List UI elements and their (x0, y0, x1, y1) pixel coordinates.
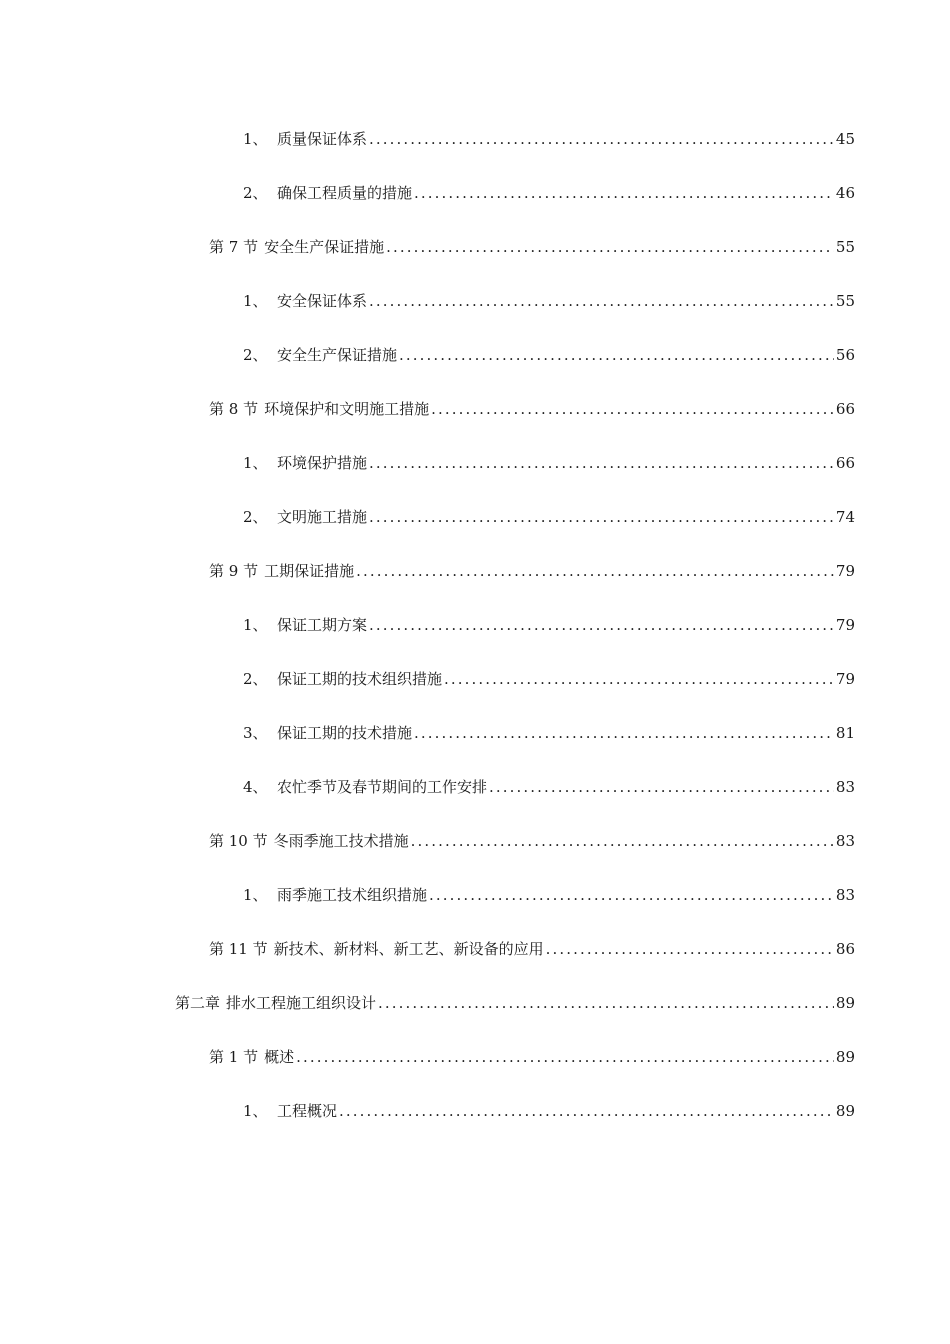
dot-leader (369, 613, 834, 637)
toc-entry-number: 第 1 节 (209, 1048, 259, 1066)
toc-entry-number: 第 7 节 (209, 238, 259, 256)
dot-leader (489, 775, 834, 799)
toc-entry[interactable] (243, 505, 855, 529)
toc-entry-page: 89 (835, 1102, 855, 1120)
dot-leader (296, 1045, 834, 1069)
toc-entry-number: 第二章 (175, 994, 221, 1012)
dot-leader (386, 235, 834, 259)
toc-entry-page: 66 (835, 454, 855, 472)
dot-leader (414, 721, 834, 745)
toc-entry[interactable] (243, 181, 855, 205)
dot-leader (444, 667, 834, 691)
toc-entry-number: 4、 (243, 778, 268, 796)
toc-entry-page: 66 (835, 400, 855, 418)
toc-entry-number: 2、 (243, 184, 268, 202)
toc-entry-number: 第 10 节 (209, 832, 268, 850)
toc-entry-page: 81 (835, 724, 855, 742)
toc-entry[interactable] (209, 397, 855, 421)
toc-entry[interactable] (243, 613, 855, 637)
toc-entry-number: 2、 (243, 508, 268, 526)
toc-entry-number: 第 11 节 (209, 940, 268, 958)
toc-entry-page: 83 (835, 832, 855, 850)
toc-entry-page: 83 (835, 778, 855, 796)
toc-entry[interactable] (209, 1045, 855, 1069)
toc-entry[interactable] (209, 829, 855, 853)
toc-entry-page: 46 (835, 184, 855, 202)
toc-entry-title: 保证工期的技术组织措施 (277, 670, 443, 688)
toc-entry[interactable] (209, 235, 855, 259)
dot-leader (429, 883, 834, 907)
toc-entry-title: 工期保证措施 (264, 562, 355, 580)
toc-entry-title: 排水工程施工组织设计 (226, 994, 377, 1012)
toc-entry-title: 新技术、新材料、新工艺、新设备的应用 (273, 940, 544, 958)
dot-leader (369, 505, 834, 529)
toc-entry-page: 55 (835, 238, 855, 256)
toc-entry-page: 83 (835, 886, 855, 904)
toc-entry-title: 农忙季节及春节期间的工作安排 (277, 778, 488, 796)
toc-entry-page: 55 (835, 292, 855, 310)
toc-entry-page: 89 (835, 1048, 855, 1066)
toc-entry[interactable] (243, 883, 855, 907)
toc-entry[interactable] (243, 667, 855, 691)
toc-entry-page: 74 (835, 508, 855, 526)
toc-entry[interactable] (243, 127, 855, 151)
toc-entry-number: 1、 (243, 1102, 268, 1120)
toc-entry-number: 第 9 节 (209, 562, 259, 580)
toc-entry-page: 56 (835, 346, 855, 364)
toc-entry-title: 保证工期方案 (277, 616, 368, 634)
dot-leader (356, 559, 834, 583)
toc-entry-number: 1、 (243, 616, 268, 634)
toc-entry-title: 安全生产保证措施 (277, 346, 398, 364)
toc-entry-number: 第 8 节 (209, 400, 259, 418)
toc-entry[interactable] (243, 289, 855, 313)
dot-leader (369, 127, 834, 151)
toc-entry-title: 确保工程质量的措施 (277, 184, 413, 202)
toc-entry-title: 文明施工措施 (277, 508, 368, 526)
toc-entry[interactable] (209, 937, 855, 961)
toc-entry-title: 概述 (264, 1048, 295, 1066)
toc-entry-title: 冬雨季施工技术措施 (273, 832, 409, 850)
toc-entry-number: 1、 (243, 886, 268, 904)
toc-entry-page: 45 (835, 130, 855, 148)
toc-entry-number: 1、 (243, 454, 268, 472)
toc-entry-page: 86 (835, 940, 855, 958)
toc-entry-page: 79 (835, 616, 855, 634)
dot-leader (378, 991, 834, 1015)
toc-entry-title: 保证工期的技术措施 (277, 724, 413, 742)
toc-entry-title: 质量保证体系 (277, 130, 368, 148)
dot-leader (411, 829, 834, 853)
dot-leader (399, 343, 834, 367)
toc-entry[interactable] (243, 343, 855, 367)
toc-entry-title: 雨季施工技术组织措施 (277, 886, 428, 904)
dot-leader (414, 181, 834, 205)
toc-entry-number: 3、 (243, 724, 268, 742)
dot-leader (339, 1099, 834, 1123)
toc-entry[interactable] (175, 991, 855, 1015)
toc-entry-title: 工程概况 (277, 1102, 338, 1120)
toc-entry-number: 2、 (243, 346, 268, 364)
toc-entry-title: 环境保护和文明施工措施 (264, 400, 430, 418)
toc-entry-number: 2、 (243, 670, 268, 688)
toc-entry[interactable] (243, 1099, 855, 1123)
toc-entry[interactable] (243, 775, 855, 799)
dot-leader (546, 937, 834, 961)
dot-leader (369, 289, 834, 313)
toc-entry-page: 89 (835, 994, 855, 1012)
toc-entry[interactable] (209, 559, 855, 583)
toc-entry-page: 79 (835, 670, 855, 688)
toc-entry-page: 79 (835, 562, 855, 580)
dot-leader (431, 397, 834, 421)
toc-entry[interactable] (243, 721, 855, 745)
dot-leader (369, 451, 834, 475)
toc-entry-title: 安全生产保证措施 (264, 238, 385, 256)
toc-entry-number: 1、 (243, 292, 268, 310)
toc-entry-title: 环境保护措施 (277, 454, 368, 472)
toc-entry-number: 1、 (243, 130, 268, 148)
toc-entry-title: 安全保证体系 (277, 292, 368, 310)
toc-entry[interactable] (243, 451, 855, 475)
